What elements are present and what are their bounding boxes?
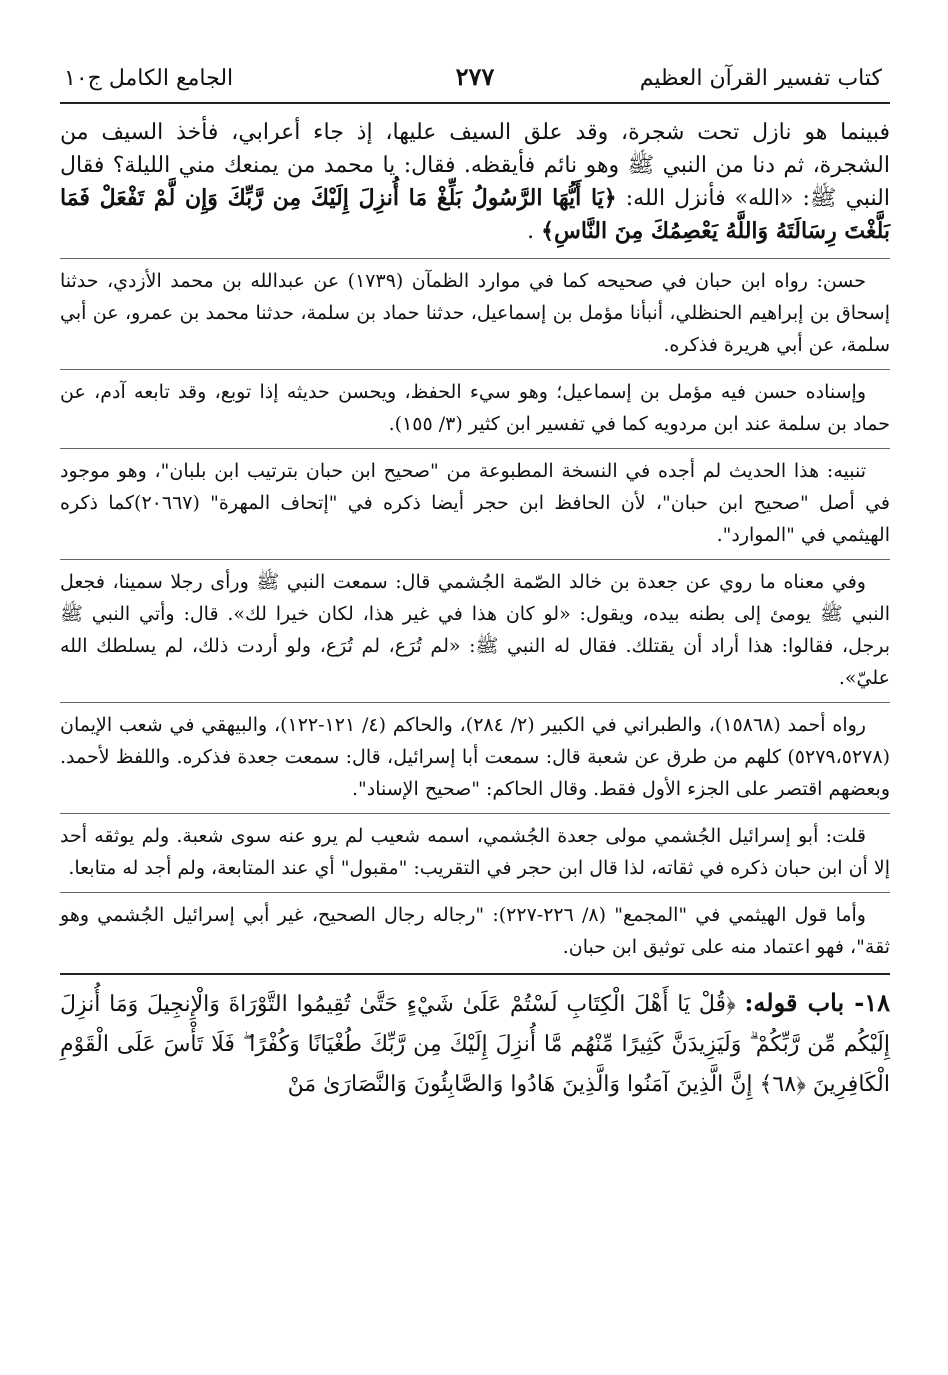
note-paragraph: قلت: أبو إسرائيل الجُشمي مولى جعدة الجُشمي، اسمه شعيب لم يرو عنه سوى شعبة. ولم يوثقه أحد إلا أن ابن حبان ذكره في ثقاته، لذا قال ابن حجر في التقريب: "مقبول" أي عند المتابعة، ولم أجد له متابعا. [60, 813, 890, 884]
book-title: كتاب تفسير القرآن العظيم [639, 66, 882, 91]
hadith-text [60, 116, 890, 248]
note-paragraph: رواه أحمد (١٥٨٦٨)، والطبراني في الكبير (٢/ ٢٨٤)، والحاكم (٤/ ١٢١-١٢٢)، والبيهقي في شعب الإيمان (٥٢٧٩،٥٢٧٨) كلهم من طرق عن شعبة قال: سمعت أبا إسرائيل، قال: سمعت جعدة فذكره. واللفظ لأحمد. وبعضهم اقتصر على الجزء الأول فقط. وقال الحاكم: "صحيح الإسناد". [60, 702, 890, 805]
chapter-title: ١٨- باب قوله: [744, 988, 891, 1017]
volume-title: الجامع الكامل ج١٠ [64, 66, 234, 91]
chapter-verse: ﴿قُلْ يَا أَهْلَ الْكِتَابِ لَسْتُمْ عَلَىٰ شَيْءٍ حَتَّىٰ تُقِيمُوا التَّوْرَاةَ وَالْإِنجِيلَ وَمَا أُنزِلَ إِلَيْكُم مِّن رَّبِّكُمْ ۗ وَلَيَزِيدَنَّ كَثِيرًا مِّنْهُم مَّا أُنزِلَ إِلَيْكَ مِن رَّبِّكَ طُغْيَانًا وَكُفْرًا ۖ فَلَا تَأْسَ عَلَى الْقَوْمِ الْكَافِرِينَ ﴿٦٨﴾ إِنَّ الَّذِينَ آمَنُوا وَالَّذِينَ هَادُوا وَالصَّابِئُونَ وَالنَّصَارَىٰ مَنْ [60, 992, 890, 1097]
note-paragraph: وأما قول الهيثمي في "المجمع" (٨/ ٢٢٦-٢٢٧): "رجاله رجال الصحيح، غير أبي إسرائيل الجُشمي وهو ثقة"، فهو اعتماد منه على توثيق ابن حبان. [60, 892, 890, 963]
page-number: ٢٧٧ [455, 62, 495, 91]
hadith-end: . [527, 219, 535, 244]
hadith-body: فبينما هو نازل تحت شجرة، وقد علق السيف عليها، إذ جاء أعرابي، فأخذ السيف من الشجرة، ثم دنا من النبي ﷺ وهو نائم فأيقظه. فقال: يا محمد من يمنعك مني الليلة؟ فقال النبي ﷺ: «الله» فأنزل الله: [60, 120, 890, 211]
note-paragraph: حسن: رواه ابن حبان في صحيحه كما في موارد الظمآن (١٧٣٩) عن عبدالله بن محمد الأزدي، حدثنا إسحاق بن إبراهيم الحنظلي، أنبأنا مؤمل بن إسماعيل، حدثنا حماد بن سلمة، حدثنا محمد بن عمرو، عن أبي سلمة، عن أبي هريرة فذكره. [60, 258, 890, 361]
note-paragraph: تنبيه: هذا الحديث لم أجده في النسخة المطبوعة من "صحيح ابن حبان بترتيب ابن بلبان"، وهو موجود في أصل "صحيح ابن حبان"، لأن الحافظ ابن حجر أيضا ذكره في "إتحاف المهرة" (٢٠٦٦٧)كما ذكره الهيثمي في "الموارد". [60, 448, 890, 551]
note-paragraph: وفي معناه ما روي عن جعدة بن خالد الصّمة الجُشمي قال: سمعت النبي ﷺ ورأى رجلا سمينا، فجعل النبي ﷺ يومئ إلى بطنه بيده، ويقول: «لو كان هذا في غير هذا، لكان خيرا لك». قال: وأتي النبي ﷺ برجل، فقالوا: هذا أراد أن يقتلك. فقال له النبي ﷺ: «لم تُرَع، لم تُرَع، ولو أردت ذلك، لم يسلطك الله عليّ». [60, 559, 890, 694]
note-paragraph: وإسناده حسن فيه مؤمل بن إسماعيل؛ وهو سيء الحفظ، ويحسن حديثه إذا توبع، وقد تابعه آدم، عن حماد بن سلمة عند ابن مردويه كما في تفسير ابن كثير (٣/ ١٥٥). [60, 369, 890, 440]
page [60, 58, 890, 1105]
chapter-heading [60, 973, 890, 1105]
page-header [60, 58, 890, 104]
quran-verse: ﴿يَا أَيُّهَا الرَّسُولُ بَلِّغْ مَا أُنزِلَ إِلَيْكَ مِن رَّبِّكَ وَإِن لَّمْ تَفْعَلْ فَمَا بَلَّغْتَ رِسَالَتَهُ وَاللَّهُ يَعْصِمُكَ مِنَ النَّاسِ﴾ [60, 185, 890, 244]
